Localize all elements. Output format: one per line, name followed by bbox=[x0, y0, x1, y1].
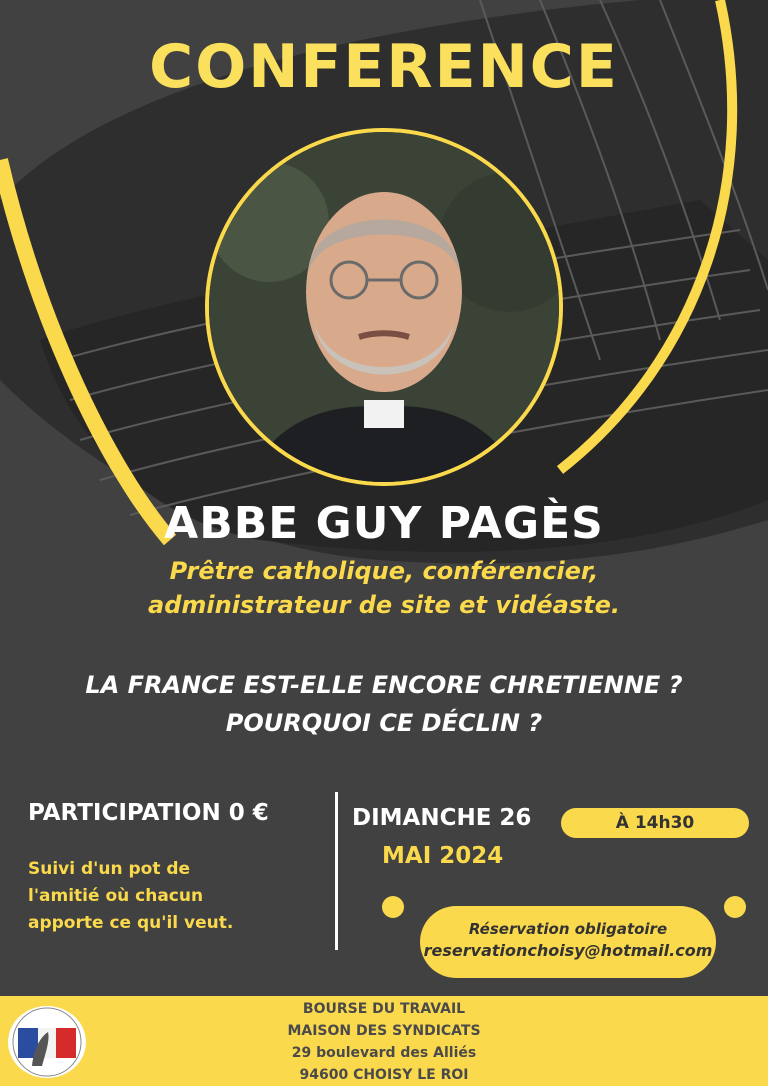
speaker-photo-illustration bbox=[209, 132, 559, 482]
speaker-description-line: administrateur de site et vidéaste. bbox=[148, 591, 620, 619]
venue-address bbox=[0, 998, 768, 1086]
event-title: CONFERENCE bbox=[149, 32, 619, 102]
participation-note bbox=[28, 856, 318, 937]
decorative-dot bbox=[724, 896, 746, 918]
speaker-portrait bbox=[205, 128, 563, 486]
decorative-dot bbox=[382, 896, 404, 918]
event-month: MAI 2024 bbox=[382, 843, 504, 869]
participation-note-line: apporte ce qu'il veut. bbox=[28, 913, 234, 933]
address-line: BOURSE DU TRAVAIL bbox=[302, 1001, 466, 1017]
speaker-name: ABBE GUY PAGÈS bbox=[164, 498, 604, 549]
address-line: 94600 CHOISY LE ROI bbox=[299, 1067, 469, 1083]
event-time-badge: À 14h30 bbox=[561, 808, 749, 838]
address-line: MAISON DES SYNDICATS bbox=[287, 1023, 481, 1039]
reservation-email-link[interactable]: reservationchoisy@hotmail.com bbox=[423, 941, 713, 960]
conference-question bbox=[0, 666, 768, 742]
participation-price: PARTICIPATION 0 € bbox=[28, 800, 269, 826]
footer-address-bar bbox=[0, 996, 768, 1086]
vertical-divider bbox=[335, 792, 338, 950]
speaker-description-line: Prêtre catholique, conférencier, bbox=[169, 557, 599, 585]
reservation-label: Réservation obligatoire bbox=[468, 920, 668, 938]
event-day: DIMANCHE 26 bbox=[352, 805, 532, 831]
question-line: LA FRANCE EST-ELLE ENCORE CHRETIENNE ? bbox=[85, 671, 683, 699]
address-line: 29 boulevard des Alliés bbox=[291, 1045, 477, 1061]
speaker-description bbox=[0, 554, 768, 622]
participation-note-line: Suivi d'un pot de bbox=[28, 859, 191, 879]
question-line: POURQUOI CE DÉCLIN ? bbox=[225, 709, 543, 737]
reservation-box bbox=[420, 906, 716, 978]
participation-note-line: l'amitié où chacun bbox=[28, 886, 204, 906]
